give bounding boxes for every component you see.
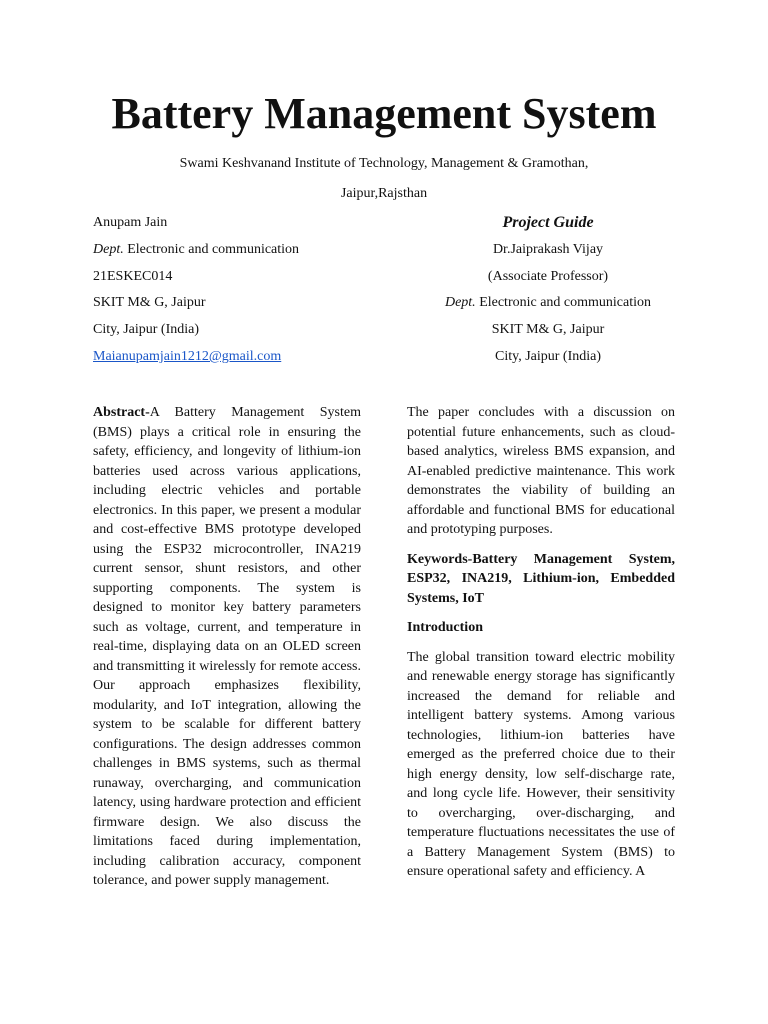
guide-college: SKIT M& G, Jaipur xyxy=(491,322,605,338)
guide-department xyxy=(423,293,673,320)
guide-role: (Associate Professor) xyxy=(487,268,609,284)
abstract-continuation: The paper concludes with a discussion on potential future enhancements, such as cloud-based analytics, wireless BMS expansion, and AI-enabled predictive maintenance. This work demonstrates the viability of building an affordable and functional BMS for educational and prototyping purposes. xyxy=(407,405,675,537)
paper-title: Battery Management System xyxy=(111,89,657,138)
abstract-paragraph xyxy=(93,403,361,891)
abstract-text: A Battery Management System (BMS) plays a critical role in ensuring the safety, efficiency, and longevity of lithium-ion batteries used across various applications, including electric vehicles and portable electronics. In this paper, we present a modular and cost-effective BMS prototype developed using the ESP32 microcontroller, INA219 current sensor, shunt resistors, and other supporting components. The system is designed to monitor key battery parameters such as voltage, current, and temperature in real-time, displaying data on an OLED screen and transmitting it wirelessly for remote access. Our approach emphasizes flexibility, modularity, and IoT integration, allowing the system to be scalable for different battery configurations. The design addresses common challenges in BMS systems, such as thermal runaway, overcharging, and communication latency, using hardware protection and efficient firmware design. We also discuss the limitations faced during implementation, including calibration accuracy, component tolerance, and power supply management. xyxy=(93,405,361,888)
right-column xyxy=(407,403,675,882)
left-column xyxy=(93,403,361,891)
author-email-link[interactable]: Maianupamjain1212@gmail.com xyxy=(93,348,282,364)
affiliation-line-1: Swami Keshvanand Institute of Technology, Management & Gramothan, xyxy=(179,156,589,171)
guide-dept-prefix: Dept. xyxy=(444,295,476,311)
guide-city: City, Jaipur (India) xyxy=(494,348,601,364)
keywords-paragraph: Keywords-Battery Management System, ESP32, INA219, Lithium-ion, Embedded Systems, IoT xyxy=(407,551,675,606)
author-name: Anupam Jain xyxy=(93,215,168,230)
guide-heading: Project Guide xyxy=(502,214,594,231)
author-dept-prefix: Dept. xyxy=(93,241,124,257)
author-city: City, Jaipur (India) xyxy=(93,322,200,338)
author-department xyxy=(93,240,299,267)
author-info xyxy=(93,213,299,374)
guide-dept-name: Electronic and communication xyxy=(475,295,652,311)
author-roll-number: 21ESKEC014 xyxy=(93,268,173,284)
introduction-paragraph: The global transition toward electric mobility and renewable energy storage has significantly increased the demand for reliable and intelligent battery systems. Among various technologies, lithium-ion batteries have emerged as the preferred choice due to their high energy density, low self-discharge rate, and long cycle life. However, their sensitivity to overcharging, over-discharging, and temperature fluctuations necessitates the use of a Battery Management System (BMS) to ensure operational safety and efficiency. A xyxy=(407,649,675,879)
guide-info xyxy=(423,213,673,374)
author-college: SKIT M& G, Jaipur xyxy=(93,295,206,311)
author-dept-name: Electronic and communication xyxy=(123,241,300,257)
affiliation-line-2: Jaipur,Rajsthan xyxy=(340,186,428,201)
abstract-label: Abstract- xyxy=(93,405,150,420)
guide-name: Dr.Jaiprakash Vijay xyxy=(492,241,604,257)
introduction-heading: Introduction xyxy=(407,620,483,635)
